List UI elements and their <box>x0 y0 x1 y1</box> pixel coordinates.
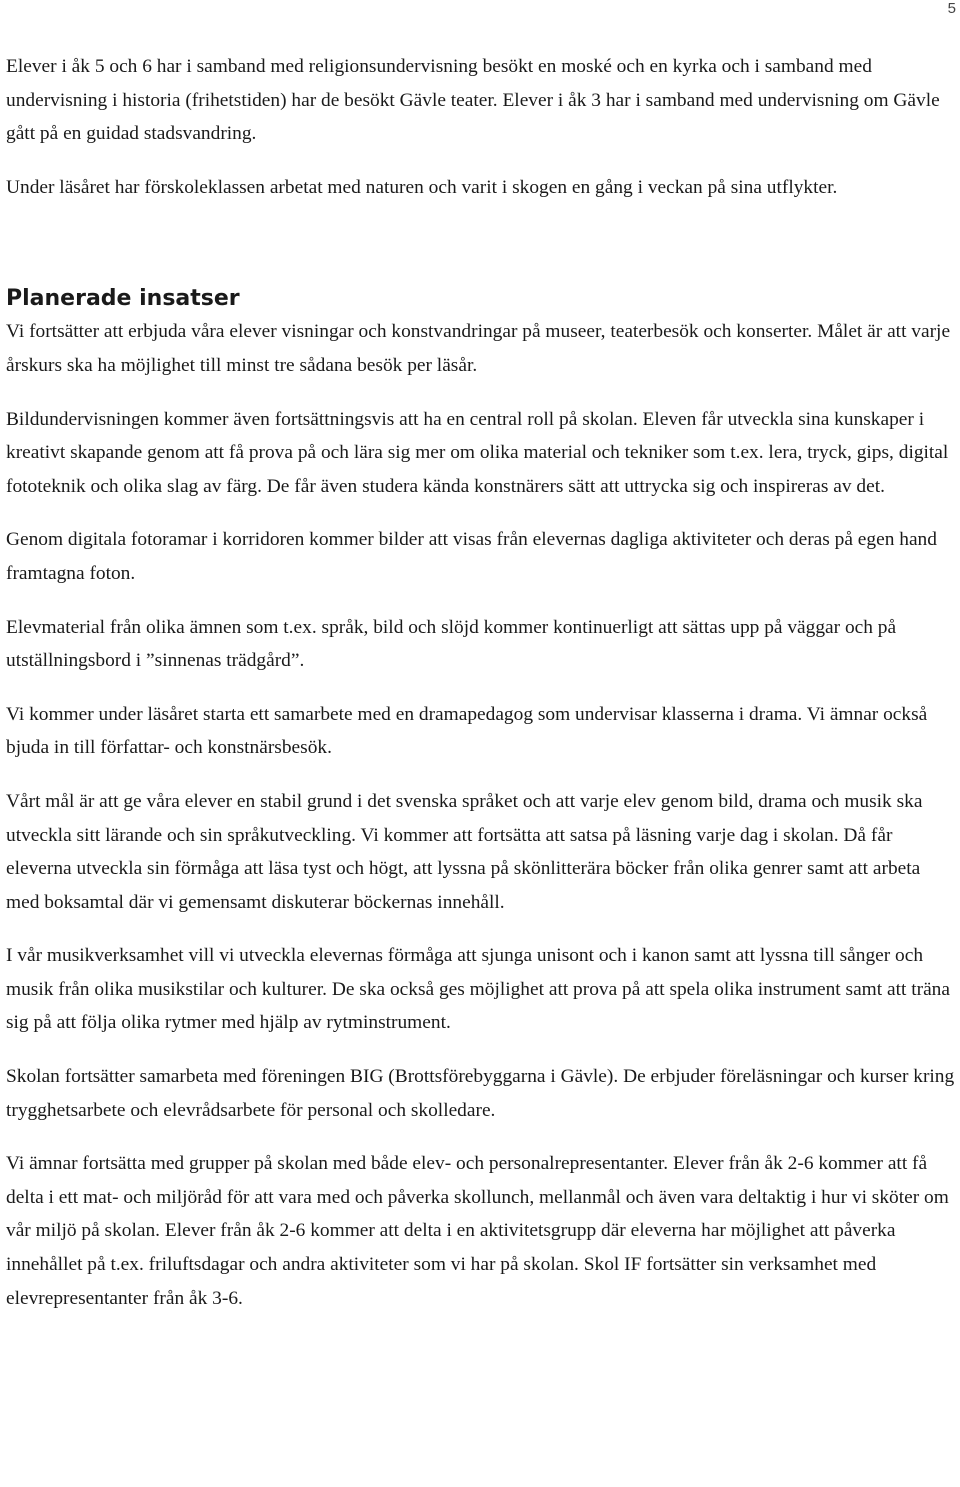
paragraph-student-material: Elevmaterial från olika ämnen som t.ex. språk, bild och slöjd kommer kontinuerligt att sättas upp på väggar och på utställningsbord i ”sinnenas trädgård”. <box>6 616 897 672</box>
paragraph-drama: Vi kommer under läsåret starta ett samarbete med en dramapedagog som undervisar klasserna i drama. Vi ämnar också bjuda in till författar- och konstnärsbesök. <box>6 703 928 759</box>
paragraph-big-cooperation: Skolan fortsätter samarbeta med föreningen BIG (Brottsförebyggarna i Gävle). De erbjuder föreläsningar och kurser kring trygghetsarbete och elevrådsarbete för personal och skolledare. <box>6 1066 955 1121</box>
paragraph-language-goal: Vårt mål är att ge våra elever en stabil grund i det svenska språket och att varje elev genom bild, drama och musik ska utveckla sitt lärande och sin språkutveckling. Vi kommer att fortsätta att satsa på läsning varje dag i skolan. Då får eleverna utveckla sin förmåga att läsa tyst och högt, att lyssna på skönlitterära böcker från olika genrer samt att arbeta med boksamtal där vi gemensamt diskuterar böckernas innehåll. <box>6 790 923 913</box>
paragraph-music: I vår musikverksamhet vill vi utveckla elevernas förmåga att sjunga unisont och i kanon samt att lyssna till sånger och musik från olika musikstilar och kulturer. De ska också ges möjlighet att prova på att spela olika instrument samt att träna sig på att följa olika rytmer med hjälp av rytminstrument. <box>6 945 950 1034</box>
paragraph-photo-frames: Genom digitala fotoramar i korridoren kommer bilder att visas från elevernas dagliga aktiviteter och deras på egen hand framtagna foton. <box>6 529 937 584</box>
paragraph-excursions: Elever i åk 5 och 6 har i samband med religionsundervisning besökt en moské och en kyrka och i samband med undervisning i historia (frihetstiden) har de besökt Gävle teater. Elever i åk 3 har i samband med undervisning om Gävle gått på en guidad stadsvandring. <box>6 56 940 145</box>
paragraph-museum-visits: Vi fortsätter att erbjuda våra elever visningar och konstvandringar på museer, teaterbesök och konserter. Målet är att varje årskurs ska ha möjlighet till minst tre sådana besök per läsår. <box>6 321 951 376</box>
paragraph-preschool: Under läsåret har förskoleklassen arbetat med naturen och varit i skogen en gång i veckan på sina utflykter. <box>6 176 838 198</box>
page-number: 5 <box>947 0 956 17</box>
document-body <box>6 50 956 1315</box>
paragraph-student-groups: Vi ämnar fortsätta med grupper på skolan med både elev- och personalrepresentanter. Elever från åk 2-6 kommer att få delta i ett mat- och miljöråd för att vara med och påverka skollunch, mellanmål och även vara deltaktig i hur vi sköter om vår miljö på skolan. Elever från åk 2-6 kommer att delta i en aktivitetsgrupp där eleverna har möjlighet att påverka innehållet på t.ex. friluftsdagar och andra aktiviteter som vi har på skolan. Skol IF fortsätter sin verksamhet med elevrepresentanter från åk 3-6. <box>6 1153 949 1309</box>
section-heading: Planerade insatser <box>6 286 240 312</box>
paragraph-art-education: Bildundervisningen kommer även fortsättningsvis att ha en central roll på skolan. Eleven får utveckla sina kunskaper i kreativt skapande genom att få prova på och lära sig mer om olika material och tekniker som t.ex. lera, tryck, gips, digital fototeknik och olika slag av färg. De får även studera kända konstnärers sätt att uttrycka sig och inspireras av det. <box>6 408 949 497</box>
